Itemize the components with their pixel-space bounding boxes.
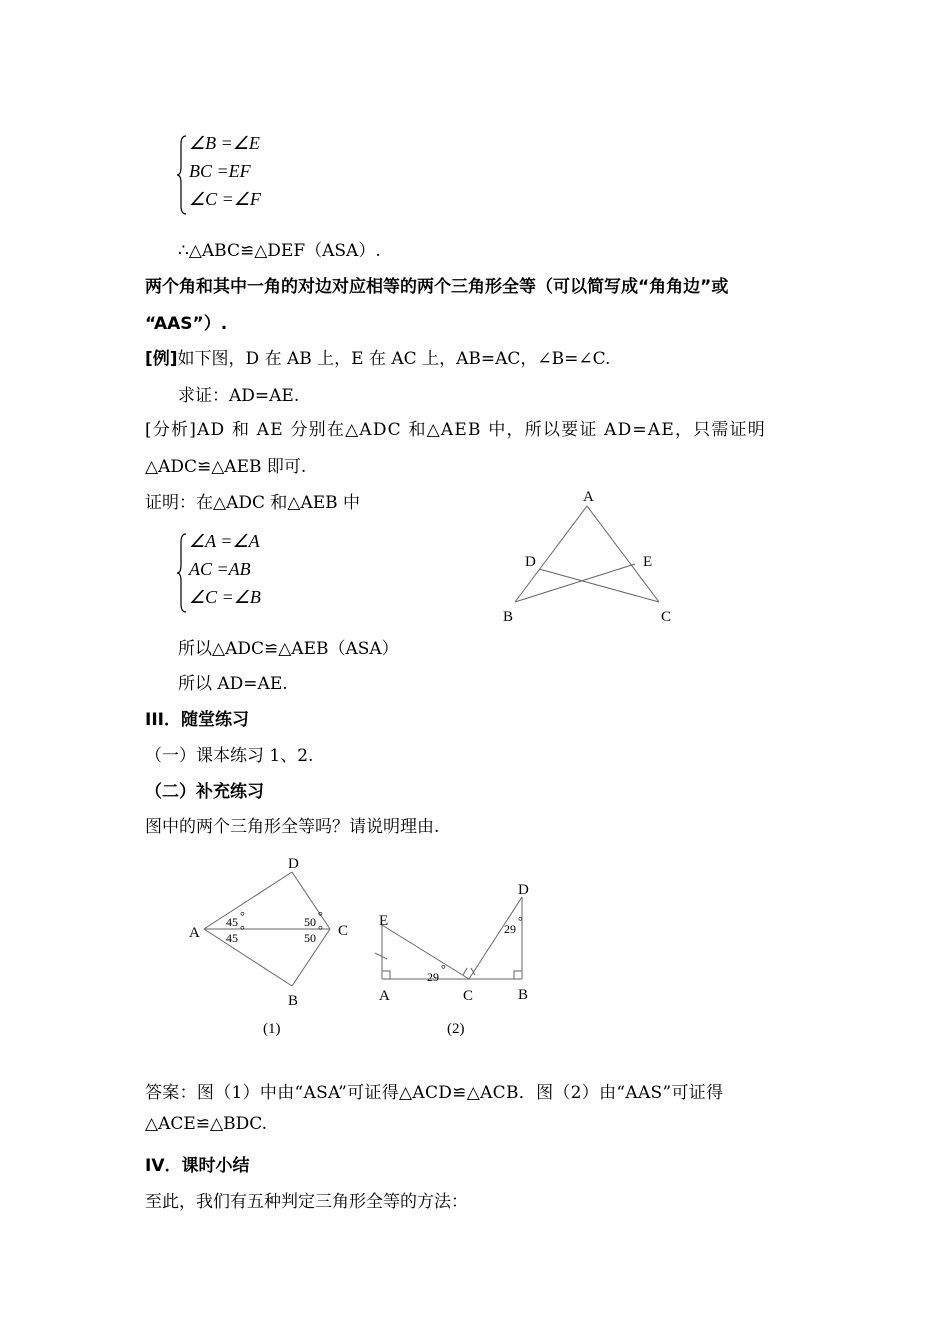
example-tag: [例] <box>145 349 178 369</box>
label-D: D <box>525 554 536 570</box>
label-C: C <box>338 923 349 939</box>
label-B: B <box>518 987 529 1003</box>
left-brace <box>176 134 188 216</box>
label-A: A <box>583 489 594 505</box>
proof-conclusion: 所以△ADC≌△AEB（ASA） <box>178 639 399 659</box>
label-A: A <box>189 925 200 941</box>
angle-label: 45 <box>226 931 238 945</box>
proof-intro: 证明：在△ADC 和△AEB 中 <box>145 493 361 513</box>
analysis-text: [分析]AD 和 AE 分别在△ADC 和△AEB 中，所以要证 AD=AE，只需证明 <box>145 420 766 440</box>
degree-mark: ° <box>240 923 245 937</box>
section-heading: IV．课时小结 <box>145 1156 250 1176</box>
equation-line: AC =AB <box>189 559 251 579</box>
angle-label: 29 <box>504 922 516 936</box>
label-B: B <box>503 609 514 625</box>
answer-text: 答案：图（1）中由“ASA”可证得△ACD≌△ACB．图（2）由“AAS”可证得 <box>145 1083 724 1103</box>
conclusion-text: ∴△ABC≌△DEF（ASA）. <box>178 241 381 261</box>
exercise-heading: （二）补充练习 <box>145 782 264 802</box>
label-D: D <box>288 856 299 872</box>
figure-caption: (2) <box>447 1021 465 1037</box>
degree-mark: ° <box>318 923 323 937</box>
label-D: D <box>518 882 529 898</box>
angle-label: 45 <box>226 915 238 929</box>
equation-line: ∠A =∠A <box>189 531 260 551</box>
exercise-question: 图中的两个三角形全等吗？请说明理由. <box>145 817 440 837</box>
label-C: C <box>661 609 672 625</box>
equation-line: BC =EF <box>189 161 251 181</box>
analysis-text: △ADC≌△AEB 即可. <box>145 457 307 477</box>
label-E: E <box>643 554 653 570</box>
answer-text: △ACE≌△BDC. <box>145 1114 268 1134</box>
angle-label: 50 <box>304 931 316 945</box>
exercise-text: （一）课本练习 1、2. <box>145 746 314 766</box>
degree-mark: ° <box>518 914 523 928</box>
label-B: B <box>288 993 299 1009</box>
figure-1 <box>180 848 360 1043</box>
equation-line: ∠B =∠E <box>189 133 260 153</box>
equation-line: ∠C =∠B <box>189 587 261 607</box>
degree-mark: ° <box>240 909 245 923</box>
example-triangle-figure <box>495 484 685 629</box>
label-C: C <box>463 988 474 1004</box>
figure-2 <box>365 875 540 1040</box>
theorem-text: “AAS”）. <box>145 314 228 334</box>
degree-mark: ° <box>318 909 323 923</box>
example-text: 如下图，D 在 AB 上，E 在 AC 上，AB=AC，∠B=∠C. <box>177 349 611 369</box>
section-heading: III．随堂练习 <box>145 710 249 730</box>
figure-caption: (1) <box>263 1021 281 1037</box>
degree-mark: ° <box>441 962 446 976</box>
summary-text: 至此，我们有五种判定三角形全等的方法： <box>145 1192 468 1212</box>
theorem-text: 两个角和其中一角的对边对应相等的两个三角形全等（可以简写成“角角边”或 <box>145 277 729 297</box>
left-brace <box>176 532 188 614</box>
prove-text: 求证：AD=AE. <box>178 386 300 406</box>
equation-line: ∠C =∠F <box>189 189 261 209</box>
example-paragraph <box>145 344 610 369</box>
label-A: A <box>379 988 390 1004</box>
label-E: E <box>379 913 389 929</box>
angle-label: 29 <box>427 970 439 984</box>
angle-label: 50 <box>304 915 316 929</box>
proof-conclusion: 所以 AD=AE. <box>178 674 288 694</box>
